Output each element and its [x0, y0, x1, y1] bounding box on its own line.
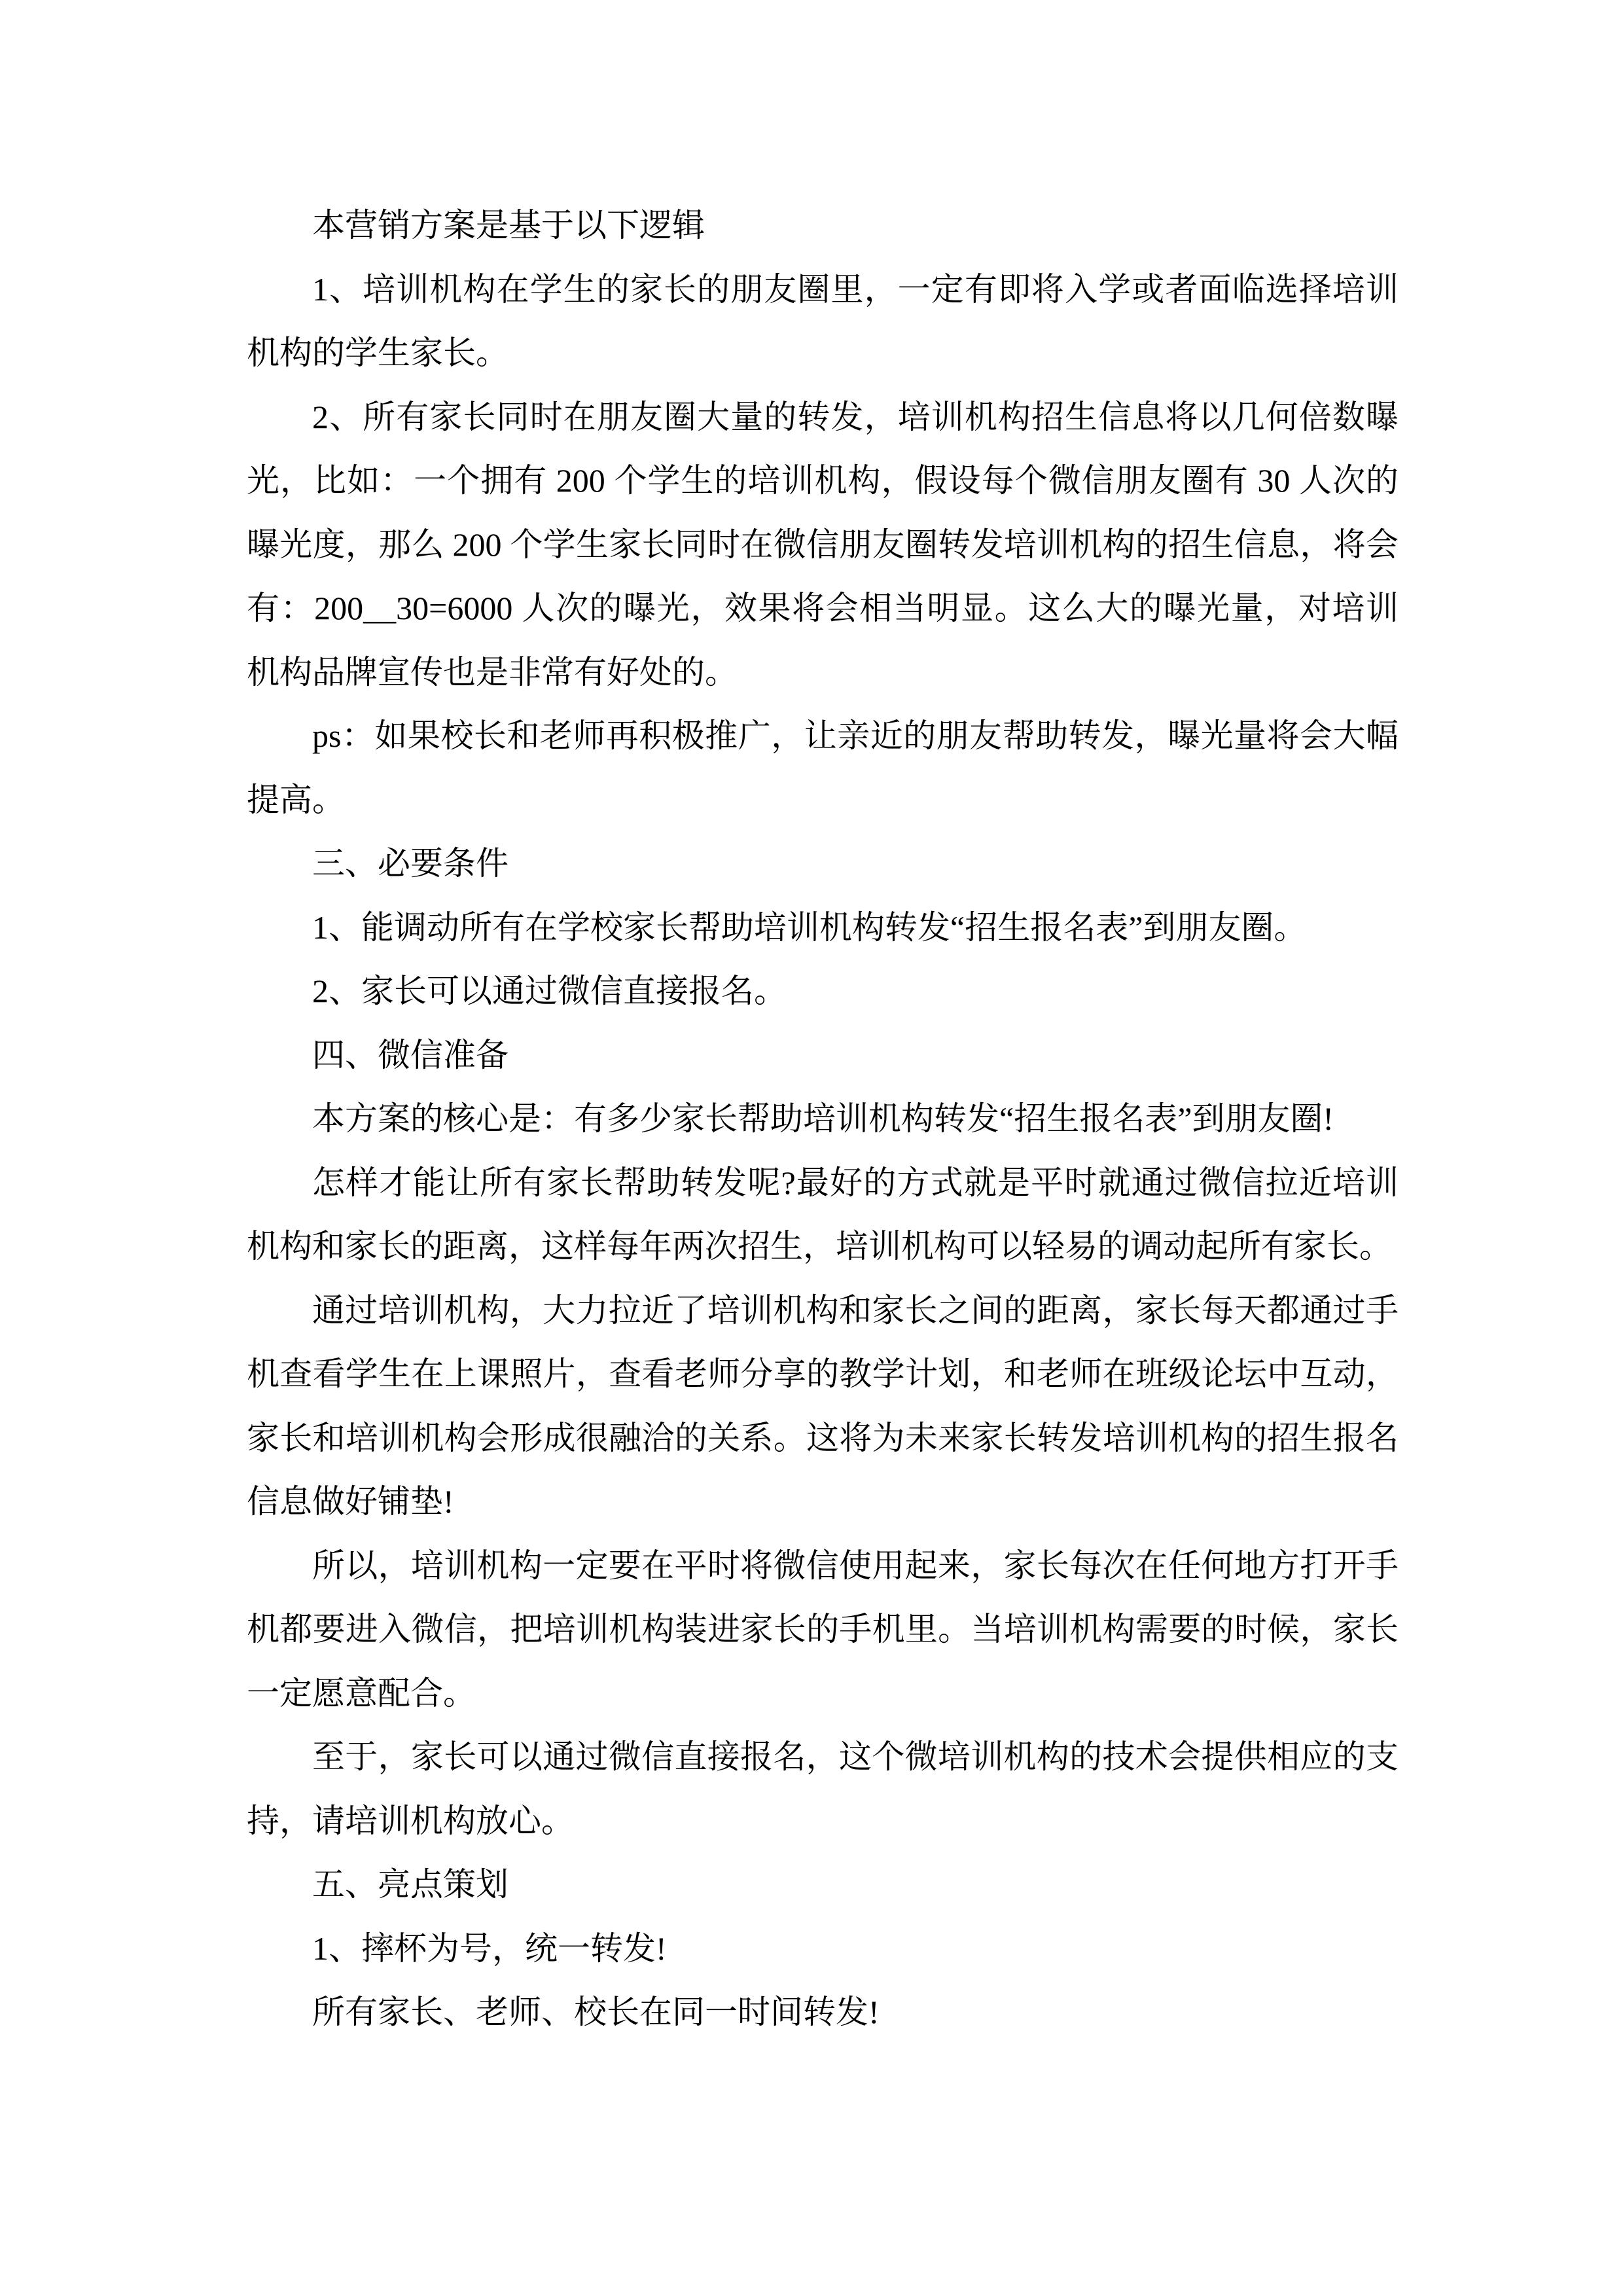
- paragraph-3: 2、所有家长同时在朋友圈大量的转发，培训机构招生信息将以几何倍数曝光，比如：一个拥有 200 个学生的培训机构，假设每个微信朋友圈有 30 人次的曝光度，那么 200 个学生家长同时在微信朋友圈转发培训机构的招生信息，将会有：200__30=6000 人次的曝光，效果将会相当明显。这么大的曝光量，对培训机构品牌宣传也是非常有好处的。: [247, 398, 1399, 691]
- paragraph-13: 至于，家长可以通过微信直接报名，这个微培训机构的技术会提供相应的支持，请培训机构放心。: [247, 1738, 1399, 1839]
- paragraph-5: 三、必要条件: [312, 845, 508, 882]
- paragraph-1: 本营销方案是基于以下逻辑: [312, 207, 705, 243]
- document-body-text: [247, 194, 1399, 2045]
- paragraph-8: 四、微信准备: [312, 1036, 508, 1073]
- paragraph-2: 1、培训机构在学生的家长的朋友圈里，一定有即将入学或者面临选择培训机构的学生家长。: [247, 270, 1399, 371]
- paragraph-6: 1、能调动所有在学校家长帮助培训机构转发“招生报名表”到朋友圈。: [312, 908, 1307, 946]
- paragraph-10: 怎样才能让所有家长帮助转发呢?最好的方式就是平时就通过微信拉近培训机构和家长的距离，这样每年两次招生，培训机构可以轻易的调动起所有家长。: [247, 1164, 1399, 1265]
- paragraph-4: ps：如果校长和老师再积极推广，让亲近的朋友帮助转发，曝光量将会大幅提高。: [247, 717, 1399, 818]
- paragraph-12: 所以，培训机构一定要在平时将微信使用起来，家长每次在任何地方打开手机都要进入微信，把培训机构装进家长的手机里。当培训机构需要的时候，家长一定愿意配合。: [247, 1547, 1399, 1712]
- paragraph-7: 2、家长可以通过微信直接报名。: [312, 973, 787, 1009]
- paragraph-14: 五、亮点策划: [312, 1866, 508, 1903]
- paragraph-16: 所有家长、老师、校长在同一时间转发!: [312, 1994, 880, 2030]
- paragraph-11: 通过培训机构，大力拉近了培训机构和家长之间的距离，家长每天都通过手机查看学生在上课照片，查看老师分享的教学计划，和老师在班级论坛中互动，家长和培训机构会形成很融洽的关系。这将为未来家长转发培训机构的招生报名信息做好铺垫!: [247, 1291, 1399, 1520]
- paragraph-15: 1、摔杯为号，统一转发!: [312, 1929, 667, 1967]
- paragraph-9: 本方案的核心是：有多少家长帮助培训机构转发“招生报名表”到朋友圈!: [312, 1100, 1334, 1137]
